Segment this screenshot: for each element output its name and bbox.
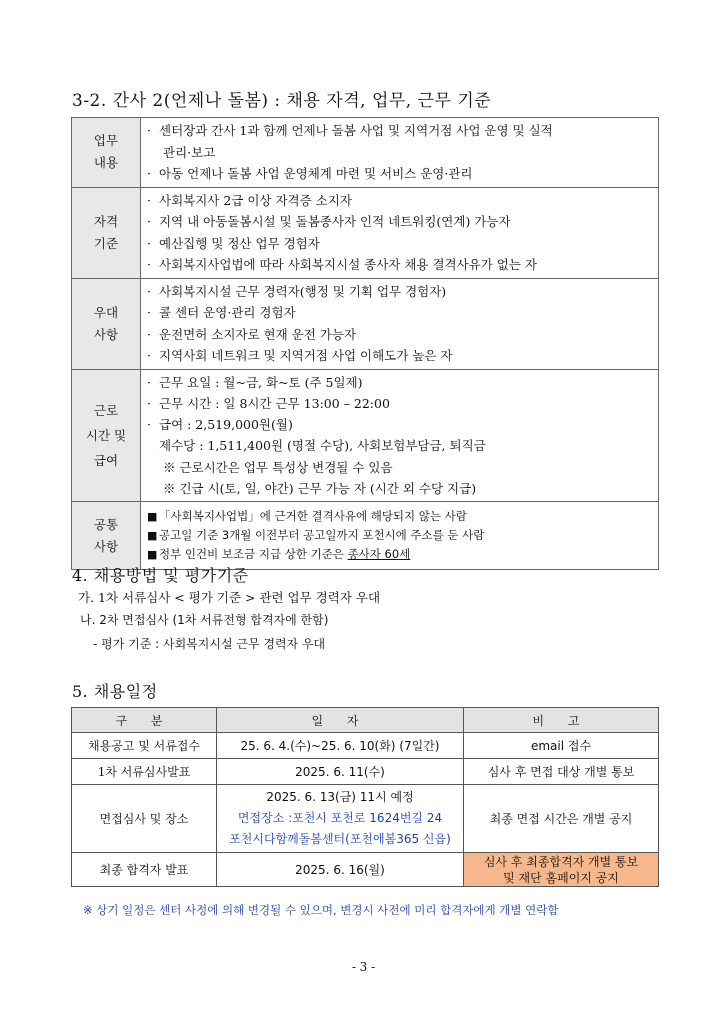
column-header: 구 분 — [72, 708, 217, 733]
list-item: · 사회복지사 2급 이상 자격증 소지자 — [147, 192, 352, 208]
list-item: · 콜 센터 운영·관리 경험자 — [147, 305, 296, 320]
list-item: · 운전면허 소지자로 현재 운전 가능자 — [147, 326, 357, 342]
schedule-table — [71, 707, 659, 887]
row-content — [141, 187, 659, 278]
list-item-text: 정부 인건비 보조금 지급 상한 기준은 — [159, 547, 348, 562]
table-row — [72, 278, 659, 369]
table-cell: 1차 서류심사발표 — [72, 759, 217, 785]
list-item: · 지역사회 네트워크 및 지역거점 사업 이해도가 높은 자 — [147, 348, 453, 363]
qualification-table — [71, 117, 659, 570]
row-label — [72, 187, 141, 278]
highlighted-cell — [464, 853, 659, 887]
table-cell — [217, 785, 464, 853]
list-item: ■ 「사회복지사업법」에 근거한 결격사유에 해당되지 않는 사람 — [147, 509, 467, 524]
interview-location-line: 면접장소 :포천시 포천로 1624번길 24 — [237, 811, 443, 825]
cell-line: 심사 후 최종합격자 개별 통보 — [483, 854, 639, 869]
list-item: 제수당 : 1,511,400원 (명절 수당), 사회보험부담금, 퇴직금 — [159, 438, 486, 454]
list-item: ※ 긴급 시(토, 일, 야간) 근무 가능 자 (시간 외 수당 지급) — [163, 480, 477, 496]
section-4-title: 4. 채용방법 및 평가기준 — [72, 566, 249, 585]
table-cell: 25. 6. 4.(수)~25. 6. 10(화) (7일간) — [217, 733, 464, 759]
table-cell: email 접수 — [464, 733, 659, 759]
underlined-text: 종사자 60세 — [347, 547, 411, 562]
table-row — [72, 187, 659, 278]
table-row — [72, 118, 659, 188]
table-row — [72, 733, 659, 759]
table-row — [72, 785, 659, 853]
cell-line: 2025. 6. 13(금) 11시 예정 — [266, 790, 414, 804]
interview-location-line: 포천시다함께돌봄센터(포천애봄365 신읍) — [229, 832, 451, 846]
row-label-line: 우대 — [93, 304, 119, 320]
list-item: · 급여 : 2,519,000원(월) — [147, 417, 293, 433]
table-cell: 최종 합격자 발표 — [72, 853, 217, 887]
row-label-line: 내용 — [93, 155, 119, 171]
table-cell: 심사 후 면접 대상 개별 통보 — [464, 759, 659, 785]
list-item: · 센터장과 간사 1과 함께 언제나 돌봄 사업 및 지역거점 사업 운영 및 실적 — [147, 123, 553, 138]
list-item: · 지역 내 아동돌봄시설 및 돌봄종사자 인적 네트워킹(연계) 가능자 — [147, 214, 511, 229]
table-header-row — [72, 708, 659, 733]
row-label — [72, 502, 141, 570]
table-row — [72, 369, 659, 502]
row-content — [141, 278, 659, 369]
row-label-line: 시간 및 — [85, 427, 127, 443]
column-header: 비 고 — [464, 708, 659, 733]
list-item: ■ 공고일 기준 3개월 이전부터 공고일까지 포천시에 주소를 둔 사람 — [147, 528, 485, 543]
row-label-line: 기준 — [93, 235, 119, 251]
row-label — [72, 369, 141, 502]
schedule-note: ※ 상기 일정은 센터 사정에 의해 변경될 수 있으며, 변경시 사전에 미리 합격자에게 개별 연락함 — [83, 903, 559, 917]
row-label-line: 근로 — [93, 402, 119, 418]
list-item: ■ 정부 인건비 보조금 지급 상한 기준은 종사자 60세 — [147, 547, 411, 562]
row-label-line: 자격 — [93, 213, 119, 229]
list-item: · 사회복지사업법에 따라 사회복지시설 종사자 채용 결격사유가 없는 자 — [147, 257, 537, 272]
row-label-line: 사항 — [93, 326, 119, 342]
list-item: · 근무 시간 : 일 8시간 근무 13:00 – 22:00 — [147, 395, 390, 411]
list-item: ※ 근로시간은 업무 특성상 변경될 수 있음 — [163, 459, 393, 475]
method-line-2: 나. 2차 면접심사 (1차 서류전형 합격자에 한함) — [80, 613, 329, 627]
row-label-line: 급여 — [93, 452, 119, 468]
table-cell: 2025. 6. 11(수) — [217, 759, 464, 785]
table-row — [72, 853, 659, 887]
row-label-line: 공통 — [93, 516, 119, 532]
method-line-1: 가. 1차 서류심사 < 평가 기준 > 관련 업무 경력자 우대 — [78, 590, 381, 605]
section-5-title: 5. 채용일정 — [72, 682, 158, 701]
list-item: · 예산집행 및 정산 업무 경험자 — [147, 235, 320, 251]
table-row — [72, 759, 659, 785]
list-item: · 근무 요일 : 월~금, 화~토 (주 5일제) — [147, 374, 363, 390]
cell-line: 및 재단 홈페이지 공지 — [503, 870, 619, 885]
list-item: · 사회복지시설 근무 경력자(행정 및 기획 업무 경험자) — [147, 283, 447, 299]
list-item: · 아동 언제나 돌봄 사업 운영체계 마련 및 서비스 운영·관리 — [147, 166, 473, 181]
table-row — [72, 502, 659, 570]
row-label — [72, 278, 141, 369]
table-cell: 최종 면접 시간은 개별 공지 — [464, 785, 659, 853]
row-content — [141, 118, 659, 188]
page-number: - 3 - — [351, 960, 376, 974]
row-label-line: 사항 — [93, 538, 119, 554]
table-cell: 면접심사 및 장소 — [72, 785, 217, 853]
row-label-line: 업무 — [93, 133, 119, 149]
list-item: 관리·보고 — [163, 144, 216, 160]
row-content — [141, 369, 659, 502]
row-content — [141, 502, 659, 570]
table-cell: 채용공고 및 서류접수 — [72, 733, 217, 759]
section-3-title: 3-2. 간사 2(언제나 돌봄) : 채용 자격, 업무, 근무 기준 — [72, 91, 492, 111]
row-label — [72, 118, 141, 188]
method-line-3: - 평가 기준 : 사회복지시설 근무 경력자 우대 — [93, 637, 326, 651]
table-cell: 2025. 6. 16(월) — [217, 853, 464, 887]
column-header: 일 자 — [217, 708, 464, 733]
